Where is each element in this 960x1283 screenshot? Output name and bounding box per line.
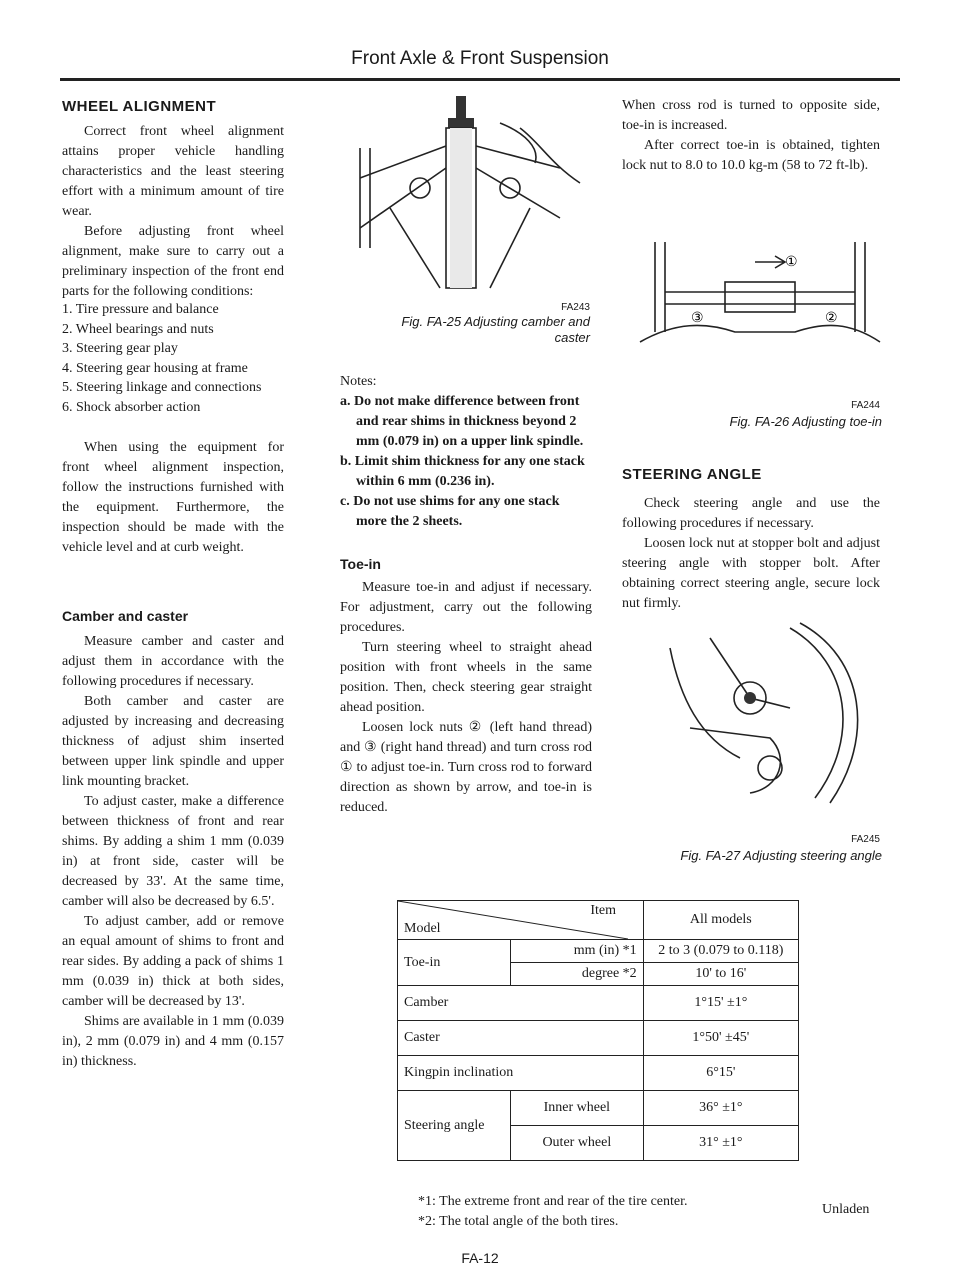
table-footnotes [418,1192,808,1232]
unladen-note: Unladen [822,1202,870,1217]
outer-wheel-value: 31° ±1° [643,1126,798,1161]
paragraph: Turn steering wheel to straight ahead position with front wheels in the same position. Then, check steering gear straight ahead position. [340,640,592,715]
camber-label: Camber [398,986,644,1021]
fig26-caption: Fig. FA-26 Adjusting toe-in [729,414,882,429]
toein-mm-label: mm (in) *1 [511,940,644,963]
wheel-alignment-heading: WHEEL ALIGNMENT [62,98,217,115]
alignment-spec-table [397,900,799,1161]
callout-1: ① [785,255,798,270]
toein-deg-label: degree *2 [511,963,644,986]
steering-angle-illustration [650,618,880,808]
paragraph: Correct front wheel alignment attains proper vehicle handling characteristics and the least steering effort with a minimum amount of tire wear. [62,124,284,219]
callout-2: ② [825,311,838,326]
paragraph: Check steering angle and use the following procedures if necessary. [622,496,880,531]
table-row [398,1091,799,1126]
steering-angle-text [622,494,880,614]
caption-line: Fig. FA-25 Adjusting camber and [401,314,590,329]
camber-value: 1°15' ±1° [643,986,798,1021]
paragraph: To adjust caster, make a difference between thickness of front and rear shims. By adding a shim 1 mm (0.039 in) at front side, caster will be decreased by 33'. At the same time, camber will also be decreased by 6.5'. [62,794,284,909]
outer-wheel-label: Outer wheel [511,1126,644,1161]
toe-in-heading: Toe-in [340,556,381,572]
toe-in-illustration [635,222,885,382]
note-item: b. Limit shim thickness for any one stack within 6 mm (0.236 in). [340,454,585,489]
notes-list [340,392,592,532]
header-model: Model [404,921,441,936]
table-row [398,1056,799,1091]
paragraph: Shims are available in 1 mm (0.039 in), 2 mm (0.079 in) and 4 mm (0.157 in) thickness. [62,1014,284,1069]
list-item: 3. Steering gear play [62,341,178,356]
header-diagonal-cell [398,901,644,940]
note-item: a. Do not make difference between front and rear shims in thickness beyond 2 mm (0.079 in) on a upper link spindle. [340,394,584,449]
wheel-alignment-text [62,122,284,302]
list-item: 4. Steering gear housing at frame [62,360,248,376]
paragraph: When cross rod is turned to opposite side, toe-in is increased. [622,98,880,133]
kingpin-value: 6°15' [643,1056,798,1091]
toein-deg-value: 10' to 16' [643,963,798,986]
footnote: *2: The total angle of the both tires. [418,1214,619,1229]
camber-caster-heading: Camber and caster [62,608,189,624]
caption-line: caster [554,330,590,345]
steering-angle-heading: STEERING ANGLE [622,466,762,483]
header-all-models: All models [643,901,798,940]
toein-label: Toe-in [398,940,511,986]
caster-label: Caster [398,1021,644,1056]
equipment-paragraph [62,438,284,558]
table-row [398,1021,799,1056]
page-header: Front Axle & Front Suspension [351,48,609,69]
inner-wheel-label: Inner wheel [511,1091,644,1126]
footnote: *1: The extreme front and rear of the tire center. [418,1194,688,1209]
kingpin-label: Kingpin inclination [398,1056,644,1091]
table-row [398,940,799,963]
paragraph: To adjust camber, add or remove an equal amount of shims to front and rear sides. By adding a pack of shims 1 mm (0.039 in) thick at both sides, camber will be decreased by 13'. [62,914,284,1009]
paragraph: After correct toe-in is obtained, tighten lock nut to 8.0 to 10.0 kg-m (58 to 72 ft-lb). [622,138,880,173]
caster-value: 1°50' ±45' [643,1021,798,1056]
notes-title: Notes: [340,374,377,389]
paragraph: Loosen lock nut at stopper bolt and adjust steering angle with stopper bolt. After obtaining correct steering angle, secure lock nut firmly. [622,536,880,611]
table-row [398,986,799,1021]
fig27-code: FA245 [851,834,880,845]
fig26-code: FA244 [851,400,880,411]
list-item: 2. Wheel bearings and nuts [62,321,214,337]
note-item: c. Do not use shims for any one stack more the 2 sheets. [340,494,560,529]
fig25-code: FA243 [561,302,590,313]
paragraph: Measure camber and caster and adjust them in accordance with the following procedures if necessary. [62,634,284,689]
paragraph: When using the equipment for front wheel alignment inspection, follow the instructions furnished with the equipment. Furthermore, the inspection should be made with the vehicle level and at curb weight. [62,440,284,555]
header-item: Item [590,903,616,918]
paragraph: Before adjusting front wheel alignment, make sure to carry out a preliminary inspection of the front end parts for the following conditions: [62,224,284,299]
list-item: 6. Shock absorber action [62,399,201,415]
toe-in-text [340,578,592,818]
camber-caster-illustration [350,88,590,298]
fig25-caption [330,314,590,346]
list-item: 1. Tire pressure and balance [62,302,219,317]
callout-3: ③ [691,311,704,326]
toe-in-continued [622,96,880,176]
fig27-caption: Fig. FA-27 Adjusting steering angle [680,848,882,863]
header-rule [60,78,900,81]
list-item: 5. Steering linkage and connections [62,380,262,395]
page-number: FA-12 [461,1250,499,1266]
inner-wheel-value: 36° ±1° [643,1091,798,1126]
steering-angle-label: Steering angle [398,1091,511,1161]
toein-mm-value: 2 to 3 (0.079 to 0.118) [643,940,798,963]
table-row [398,901,799,940]
camber-caster-text [62,632,284,1072]
paragraph: Measure toe-in and adjust if necessary. For adjustment, carry out the following procedures. [340,580,592,635]
inspection-list [62,300,292,417]
paragraph: Loosen lock nuts ② (left hand thread) and ③ (right hand thread) and turn cross rod ① to adjust toe-in. Turn cross rod to forward direction as shown by arrow, and toe-in is reduced. [340,720,592,815]
paragraph: Both camber and caster are adjusted by increasing and decreasing thickness of adjust shim inserted between upper link spindle and upper link mounting bracket. [62,694,284,789]
